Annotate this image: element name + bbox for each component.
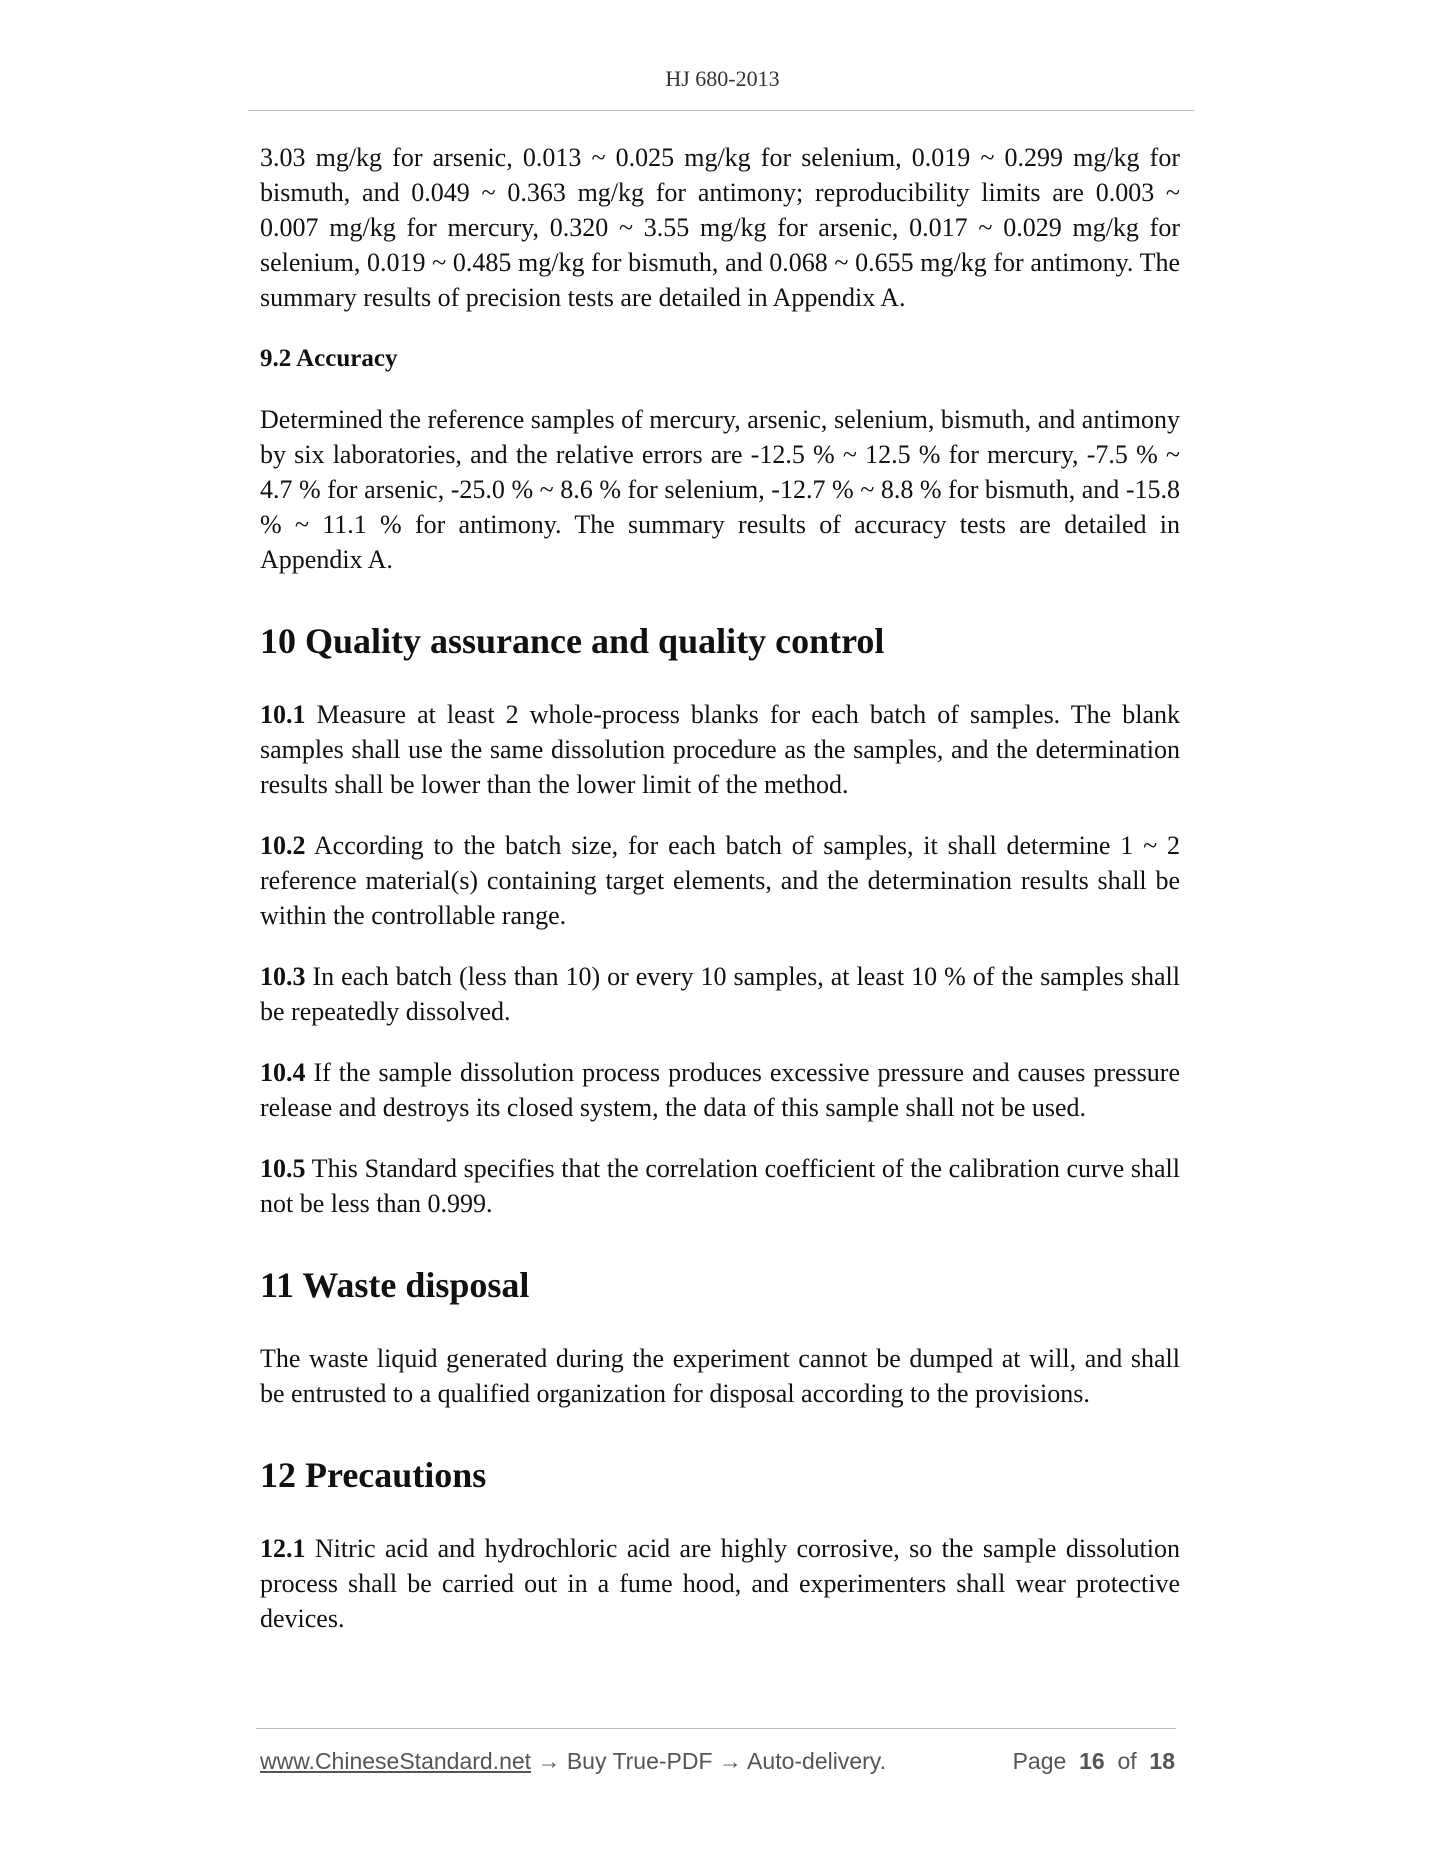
qa-item-10-4 xyxy=(260,1055,1180,1125)
waste-section-heading: 11 Waste disposal xyxy=(260,1265,530,1305)
page-indicator xyxy=(1013,1748,1175,1775)
clause-number: 10.5 xyxy=(260,1154,306,1183)
promo-text: → Buy True-PDF → Auto-delivery. xyxy=(531,1748,886,1774)
clause-number: 10.1 xyxy=(260,700,306,729)
accuracy-heading: 9.2 Accuracy xyxy=(260,345,398,372)
clause-text: According to the batch size, for each batch of samples, it shall determine 1 ~ 2 reference material(s) containing target elements, and the determination results shall be within the controllable range. xyxy=(260,831,1180,930)
clause-number: 10.2 xyxy=(260,831,306,860)
qa-item-10-3 xyxy=(260,959,1180,1029)
qa-item-10-1 xyxy=(260,697,1180,802)
precaution-item-12-1 xyxy=(260,1531,1180,1636)
page-label: Page xyxy=(1012,1748,1067,1774)
clause-text: In each batch (less than 10) or every 10 samples, at least 10 % of the samples shall be repeatedly dissolved. xyxy=(260,962,1180,1026)
total-page-number: 18 xyxy=(1149,1748,1175,1774)
clause-number: 10.3 xyxy=(260,962,306,991)
qa-section-heading: 10 Quality assurance and quality control xyxy=(260,621,885,661)
website-link[interactable]: www.ChineseStandard.net xyxy=(260,1748,532,1774)
precision-paragraph: 3.03 mg/kg for arsenic, 0.013 ~ 0.025 mg/kg for selenium, 0.019 ~ 0.299 mg/kg for bismuth, and 0.049 ~ 0.363 mg/kg for antimony; reproducibility limits are 0.003 ~ 0.007 mg/kg for mercury, 0.320 ~ 3.55 mg/kg for arsenic, 0.017 ~ 0.029 mg/kg for selenium, 0.019 ~ 0.485 mg/kg for bismuth, and 0.068 ~ 0.655 mg/kg for antimony. The summary results of precision tests are detailed in Appendix A. xyxy=(260,143,1180,312)
qa-item-10-5 xyxy=(260,1151,1180,1221)
header-divider xyxy=(248,110,1194,111)
current-page-number: 16 xyxy=(1079,1748,1105,1774)
page-footer xyxy=(260,1748,1175,1775)
waste-paragraph: The waste liquid generated during the experiment cannot be dumped at will, and shall be entrusted to a qualified organization for disposal according to the provisions. xyxy=(260,1344,1180,1408)
footer-divider xyxy=(256,1728,1176,1729)
qa-item-10-2 xyxy=(260,828,1180,933)
clause-text: If the sample dissolution process produces excessive pressure and causes pressure release and destroys its closed system, the data of this sample shall not be used. xyxy=(260,1058,1180,1122)
of-label: of xyxy=(1117,1748,1137,1774)
clause-number: 12.1 xyxy=(260,1534,306,1563)
document-id-header: HJ 680-2013 xyxy=(665,66,780,91)
clause-number: 10.4 xyxy=(260,1058,306,1087)
clause-text: This Standard specifies that the correlation coefficient of the calibration curve shall not be less than 0.999. xyxy=(260,1154,1180,1218)
precautions-section-heading: 12 Precautions xyxy=(260,1455,487,1495)
clause-text: Measure at least 2 whole-process blanks for each batch of samples. The blank samples shall use the same dissolution procedure as the samples, and the determination results shall be lower than the lower limit of the method. xyxy=(260,700,1180,799)
accuracy-paragraph: Determined the reference samples of mercury, arsenic, selenium, bismuth, and antimony by six laboratories, and the relative errors are -12.5 % ~ 12.5 % for mercury, -7.5 % ~ 4.7 % for arsenic, -25.0 % ~ 8.6 % for selenium, -12.7 % ~ 8.8 % for bismuth, and -15.8 % ~ 11.1 % for antimony. The summary results of accuracy tests are detailed in Appendix A. xyxy=(260,405,1180,574)
page-content xyxy=(260,140,1180,1636)
clause-text: Nitric acid and hydrochloric acid are highly corrosive, so the sample dissolution process shall be carried out in a fume hood, and experimenters shall wear protective devices. xyxy=(260,1534,1180,1633)
